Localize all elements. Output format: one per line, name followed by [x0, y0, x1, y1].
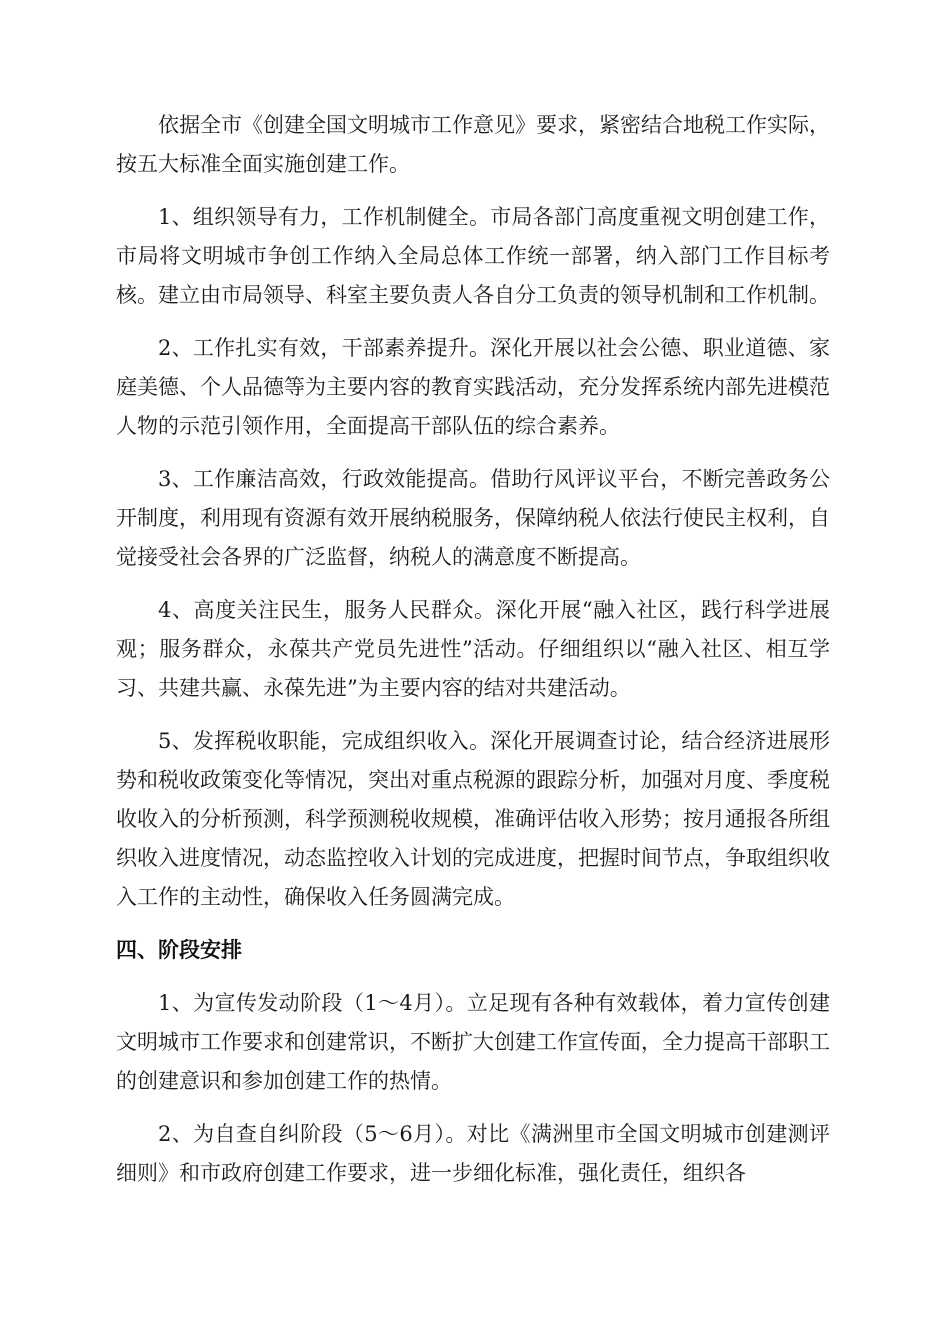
paragraph-item-2: 2、工作扎实有效，干部素养提升。深化开展以社会公德、职业道德、家庭美德、个人品德等为主要内容的教育实践活动，充分发挥系统内部先进模范人物的示范引领作用，全面提高干部队伍的综合素养。: [116, 336, 830, 438]
paragraph-stage-1: 1、为宣传发动阶段（1～4月）。立足现有各种有效载体，着力宣传创建文明城市工作要求和创建常识，不断扩大创建工作宣传面，全力提高干部职工的创建意识和参加创建工作的热情。: [116, 991, 830, 1093]
paragraph-stage-2: 2、为自查自纠阶段（5～6月）。对比《满洲里市全国文明城市创建测评细则》和市政府创建工作要求，进一步细化标准，强化责任，组织各: [116, 1122, 830, 1185]
paragraph-item-3: 3、工作廉洁高效，行政效能提高。借助行风评议平台，不断完善政务公开制度，利用现有资源有效开展纳税服务，保障纳税人依法行使民主权利，自觉接受社会各界的广泛监督，纳税人的满意度不断提高。: [116, 467, 830, 569]
paragraph-item-5: 5、发挥税收职能，完成组织收入。深化开展调查讨论，结合经济进展形势和税收政策变化等情况，突出对重点税源的跟踪分析，加强对月度、季度税收收入的分析预测，科学预测税收规模，准确评估收入形势；按月通报各所组织收入进度情况，动态监控收入计划的完成进度，把握时间节点，争取组织收入工作的主动性，确保收入任务圆满完成。: [116, 729, 830, 909]
document-page: [116, 106, 830, 1207]
section-heading: 四、阶段安排: [116, 938, 242, 962]
paragraph-intro: 依据全市《创建全国文明城市工作意见》要求，紧密结合地税工作实际，按五大标准全面实施创建工作。: [116, 113, 830, 176]
paragraph-item-1: 1、组织领导有力，工作机制健全。市局各部门高度重视文明创建工作，市局将文明城市争创工作纳入全局总体工作统一部署，纳入部门工作目标考核。建立由市局领导、科室主要负责人各自分工负责的领导机制和工作机制。: [116, 205, 830, 307]
paragraph-item-4: 4、高度关注民生，服务人民群众。深化开展“融入社区，践行科学进展观；服务群众，永葆共产党员先进性”活动。仔细组织以“融入社区、相互学习、共建共赢、永葆先进”为主要内容的结对共建活动。: [116, 598, 830, 700]
